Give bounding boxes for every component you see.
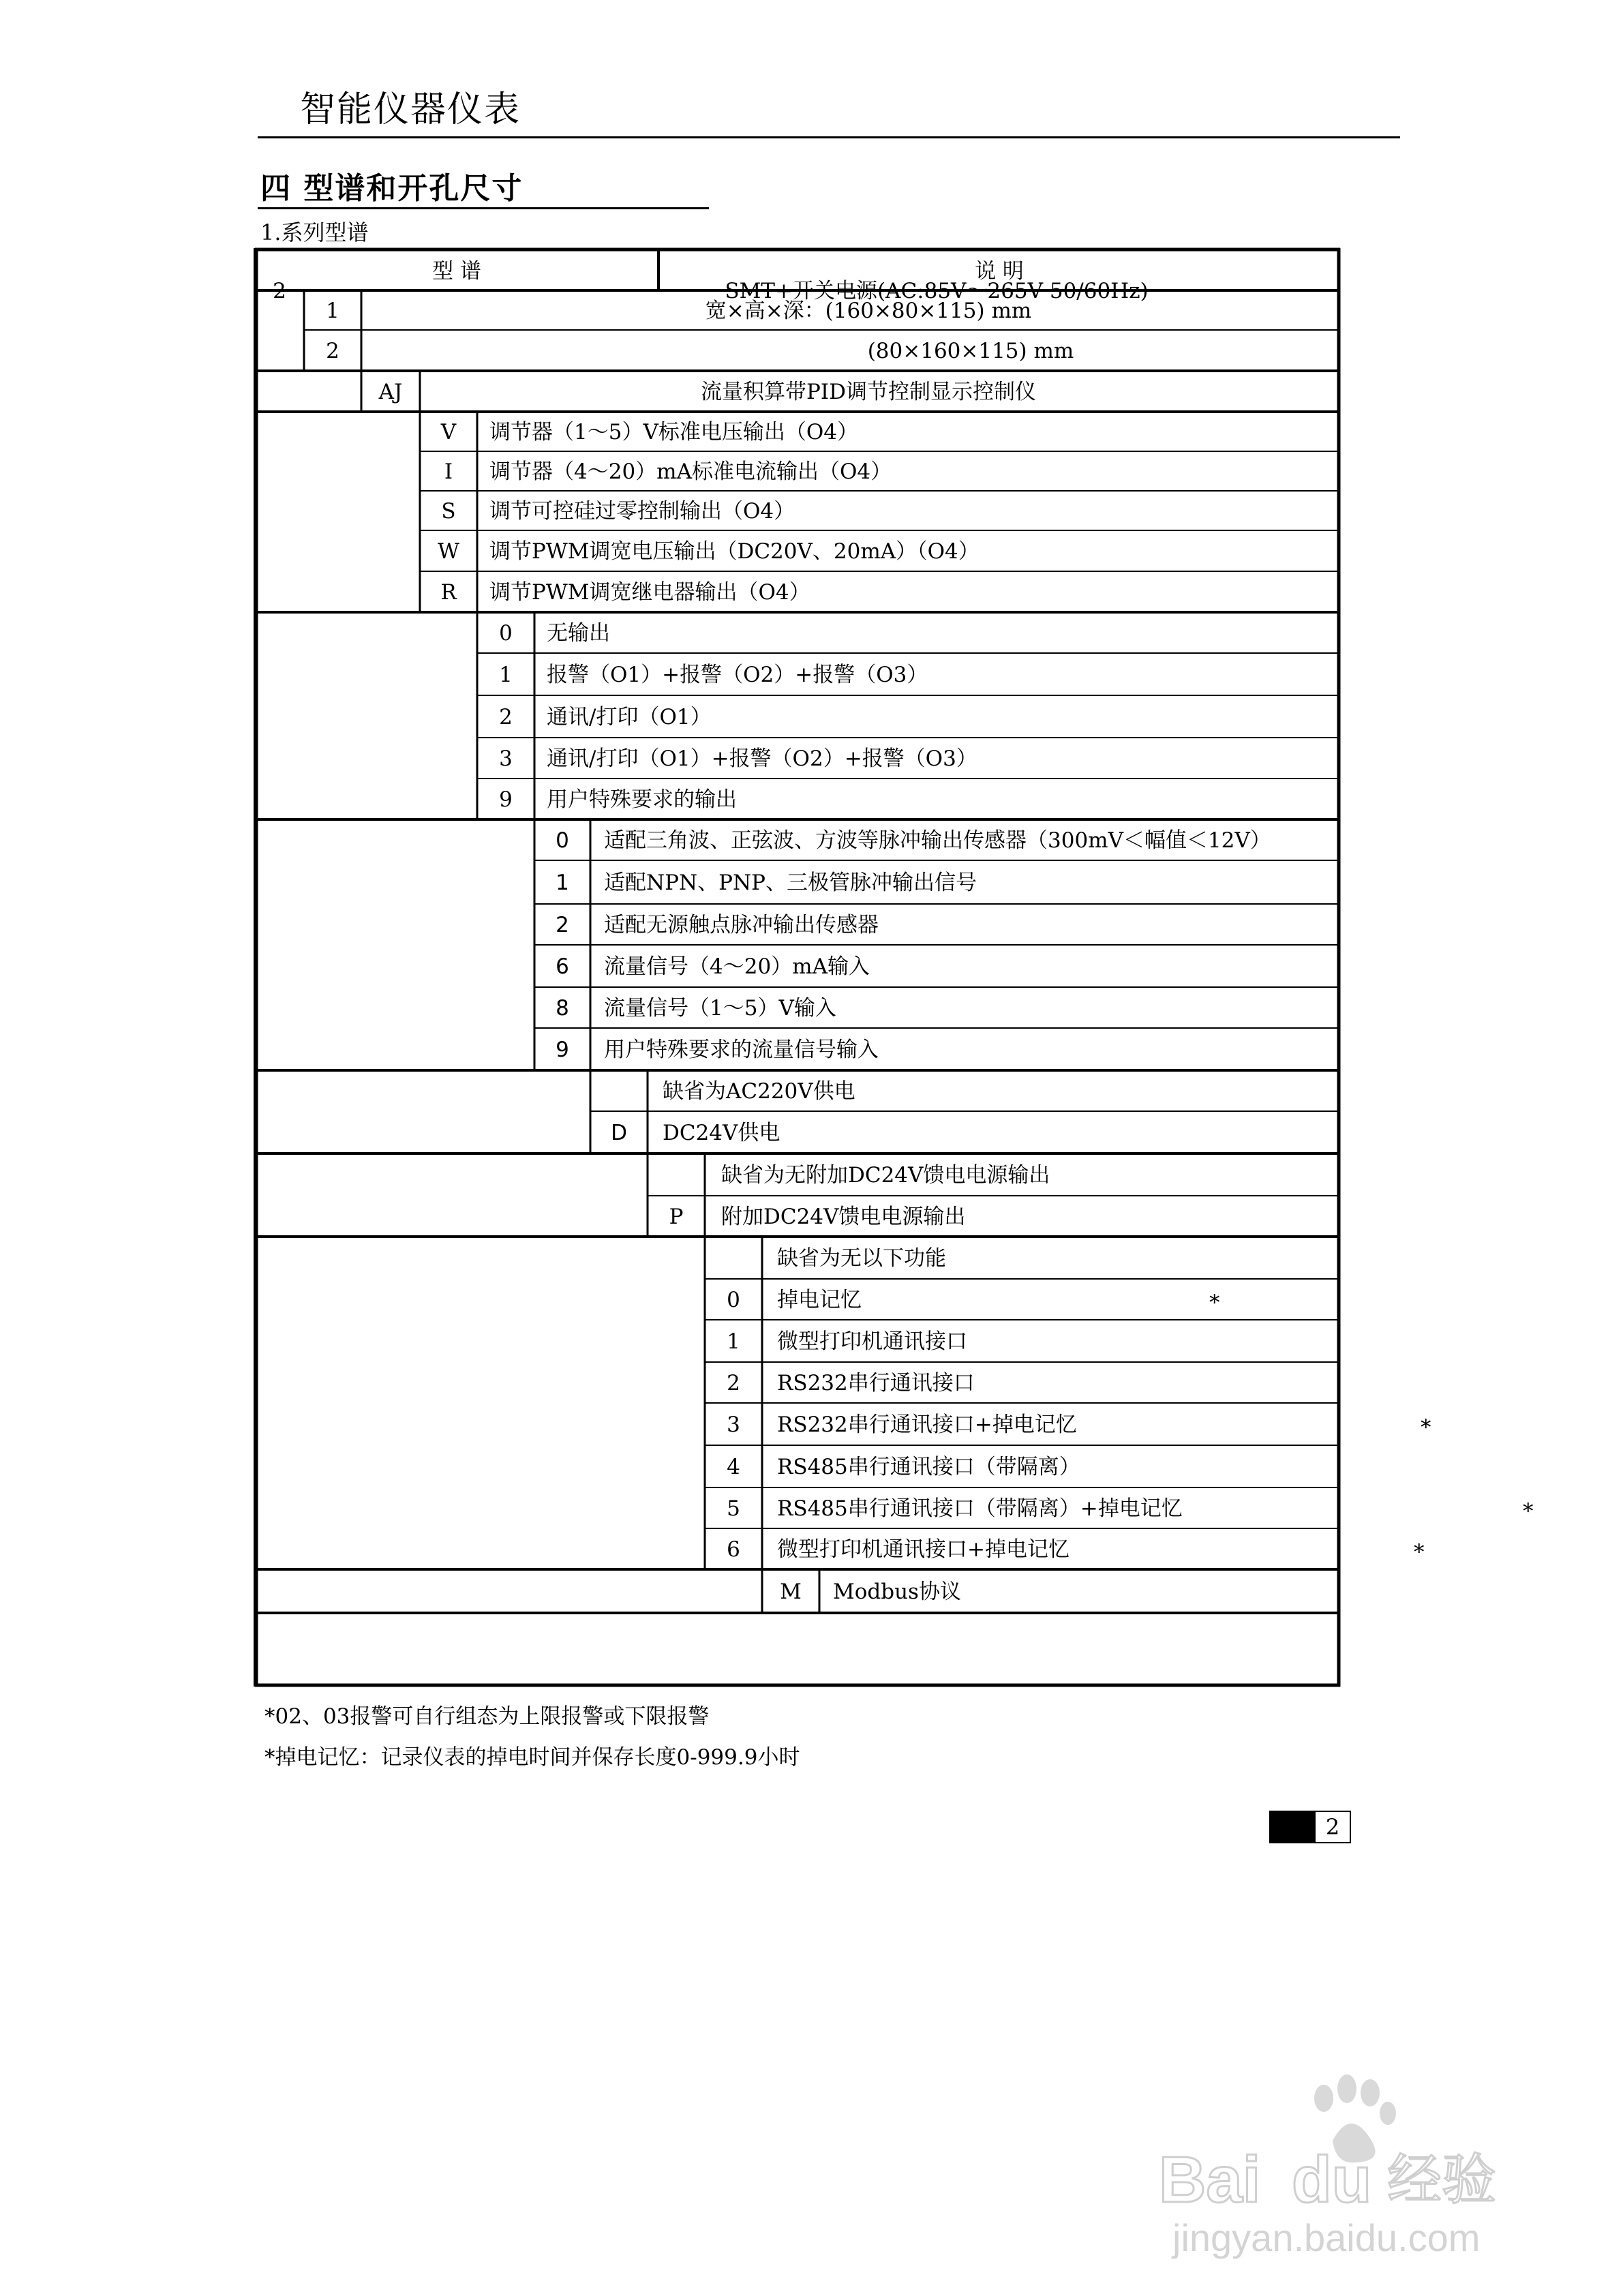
- model-description: 适配三角波、正弦波、方波等脉冲输出传感器（300mV＜幅值＜12V）: [604, 828, 1271, 853]
- header-description: 说 明: [975, 259, 1024, 284]
- model-code: 5: [727, 1496, 740, 1521]
- svg-text:经验: 经验: [1387, 2148, 1496, 2211]
- footnote-mark: *: [1414, 1540, 1425, 1565]
- model-code: D: [611, 1121, 627, 1145]
- model-description: RS485串行通讯接口（带隔离）+掉电记忆: [777, 1496, 1183, 1521]
- model-code: 3: [727, 1413, 740, 1437]
- baidu-jingyan-watermark: [1152, 2059, 1534, 2263]
- model-description: 用户特殊要求的流量信号输入: [604, 1038, 879, 1062]
- model-description: 用户特殊要求的输出: [547, 787, 737, 812]
- model-code: I: [444, 459, 453, 484]
- footnote-mark: *: [1523, 1499, 1534, 1524]
- header-rule: [258, 136, 1400, 138]
- model-description: RS232串行通讯接口+掉电记忆: [777, 1413, 1077, 1437]
- model-description: 缺省为无以下功能: [777, 1246, 946, 1271]
- model-code: 1: [326, 299, 339, 323]
- model-description: 附加DC24V馈电电源输出: [721, 1205, 966, 1229]
- model-description: 微型打印机通讯接口+掉电记忆: [777, 1537, 1070, 1562]
- page-number: 2: [1325, 1814, 1340, 1840]
- subsection-title: 1.系列型谱: [260, 220, 369, 245]
- model-description: 宽×高×深：(160×80×115) mm: [705, 299, 1032, 323]
- footnote-mark: *: [1209, 1290, 1220, 1315]
- model-description: 调节器（1～5）V标准电压输出（O4）: [489, 420, 858, 444]
- model-description: DC24V供电: [663, 1121, 780, 1145]
- page-number-box: [1269, 1811, 1351, 1843]
- model-code: AJ: [378, 380, 403, 404]
- model-code: 2: [556, 913, 569, 937]
- model-spectrum-table: [255, 248, 1534, 1687]
- model-description: RS485串行通讯接口（带隔离）: [777, 1455, 1080, 1479]
- model-code: M: [780, 1580, 802, 1604]
- model-code: 1: [556, 871, 569, 895]
- model-code: 0: [556, 828, 569, 853]
- model-description: 适配NPN、PNP、三极管脉冲输出信号: [604, 871, 977, 895]
- model-description: 调节PWM调宽电压输出（DC20V、20mA）（O4）: [489, 539, 980, 564]
- model-code: V: [440, 420, 457, 444]
- page-number-block: [1271, 1812, 1316, 1842]
- model-code: W: [438, 539, 459, 564]
- model-description: 通讯/打印（O1）+报警（O2）+报警（O3）: [547, 746, 977, 771]
- model-description: 微型打印机通讯接口: [777, 1329, 967, 1354]
- model-code: R: [440, 580, 457, 605]
- svg-text:Bai: Bai: [1159, 2143, 1261, 2216]
- model-description: 调节器（4～20）mA标准电流输出（O4）: [489, 459, 892, 484]
- model-code: 2: [727, 1371, 740, 1395]
- model-code: 6: [727, 1537, 740, 1562]
- model-description: 适配无源触点脉冲输出传感器: [604, 913, 879, 937]
- model-code: 1: [499, 663, 513, 687]
- model-description: 报警（O1）+报警（O2）+报警（O3）: [547, 663, 928, 687]
- model-code: 3: [499, 746, 513, 771]
- model-code: 1: [727, 1329, 740, 1354]
- note-power-memory: *掉电记忆：记录仪表的掉电时间并保存长度0-999.9小时: [264, 1745, 800, 1770]
- model-description: 流量积算带PID调节控制显示控制仪: [701, 380, 1036, 404]
- model-description: 调节PWM调宽继电器输出（O4）: [489, 580, 810, 605]
- model-code: 9: [556, 1038, 569, 1062]
- model-description: Modbus协议: [833, 1580, 961, 1604]
- svg-text:du: du: [1292, 2143, 1372, 2216]
- model-description: 流量信号（1～5）V输入: [604, 996, 836, 1021]
- model-code: 2: [326, 339, 339, 363]
- section-title: 四 型谱和开孔尺寸: [260, 171, 524, 206]
- model-description: SMT+开关电源(AC:85V～265V 50/60Hz): [725, 279, 1149, 303]
- model-code: 0: [499, 621, 513, 646]
- model-description: 调节可控硅过零控制输出（O4）: [489, 499, 795, 524]
- model-description: 流量信号（4～20）mA输入: [604, 954, 870, 979]
- model-code: 4: [727, 1455, 740, 1479]
- footnote-mark: *: [1421, 1415, 1431, 1440]
- svg-text:jingyan.baidu.com: jingyan.baidu.com: [1172, 2216, 1481, 2259]
- header-title: 智能仪器仪表: [300, 89, 521, 130]
- model-code: 6: [556, 954, 569, 979]
- model-code: 9: [499, 787, 513, 812]
- model-code: S: [441, 499, 456, 524]
- model-code: 8: [556, 996, 569, 1021]
- model-description: 通讯/打印（O1）: [547, 705, 712, 729]
- header-model: 型 谱: [432, 259, 481, 284]
- note-alarm: *02、03报警可自行组态为上限报警或下限报警: [264, 1704, 710, 1729]
- model-description: 缺省为AC220V供电: [663, 1079, 855, 1104]
- model-description: 掉电记忆: [777, 1288, 862, 1312]
- model-description: (80×160×115) mm: [867, 339, 1074, 363]
- model-description: RS232串行通讯接口: [777, 1371, 975, 1395]
- model-description: 无输出: [547, 621, 610, 646]
- model-code: 2: [499, 705, 513, 729]
- model-code: 2: [273, 279, 286, 303]
- model-code: 0: [727, 1288, 740, 1312]
- section-rule: [258, 207, 709, 209]
- model-code: P: [669, 1205, 684, 1229]
- model-description: 缺省为无附加DC24V馈电电源输出: [721, 1163, 1050, 1188]
